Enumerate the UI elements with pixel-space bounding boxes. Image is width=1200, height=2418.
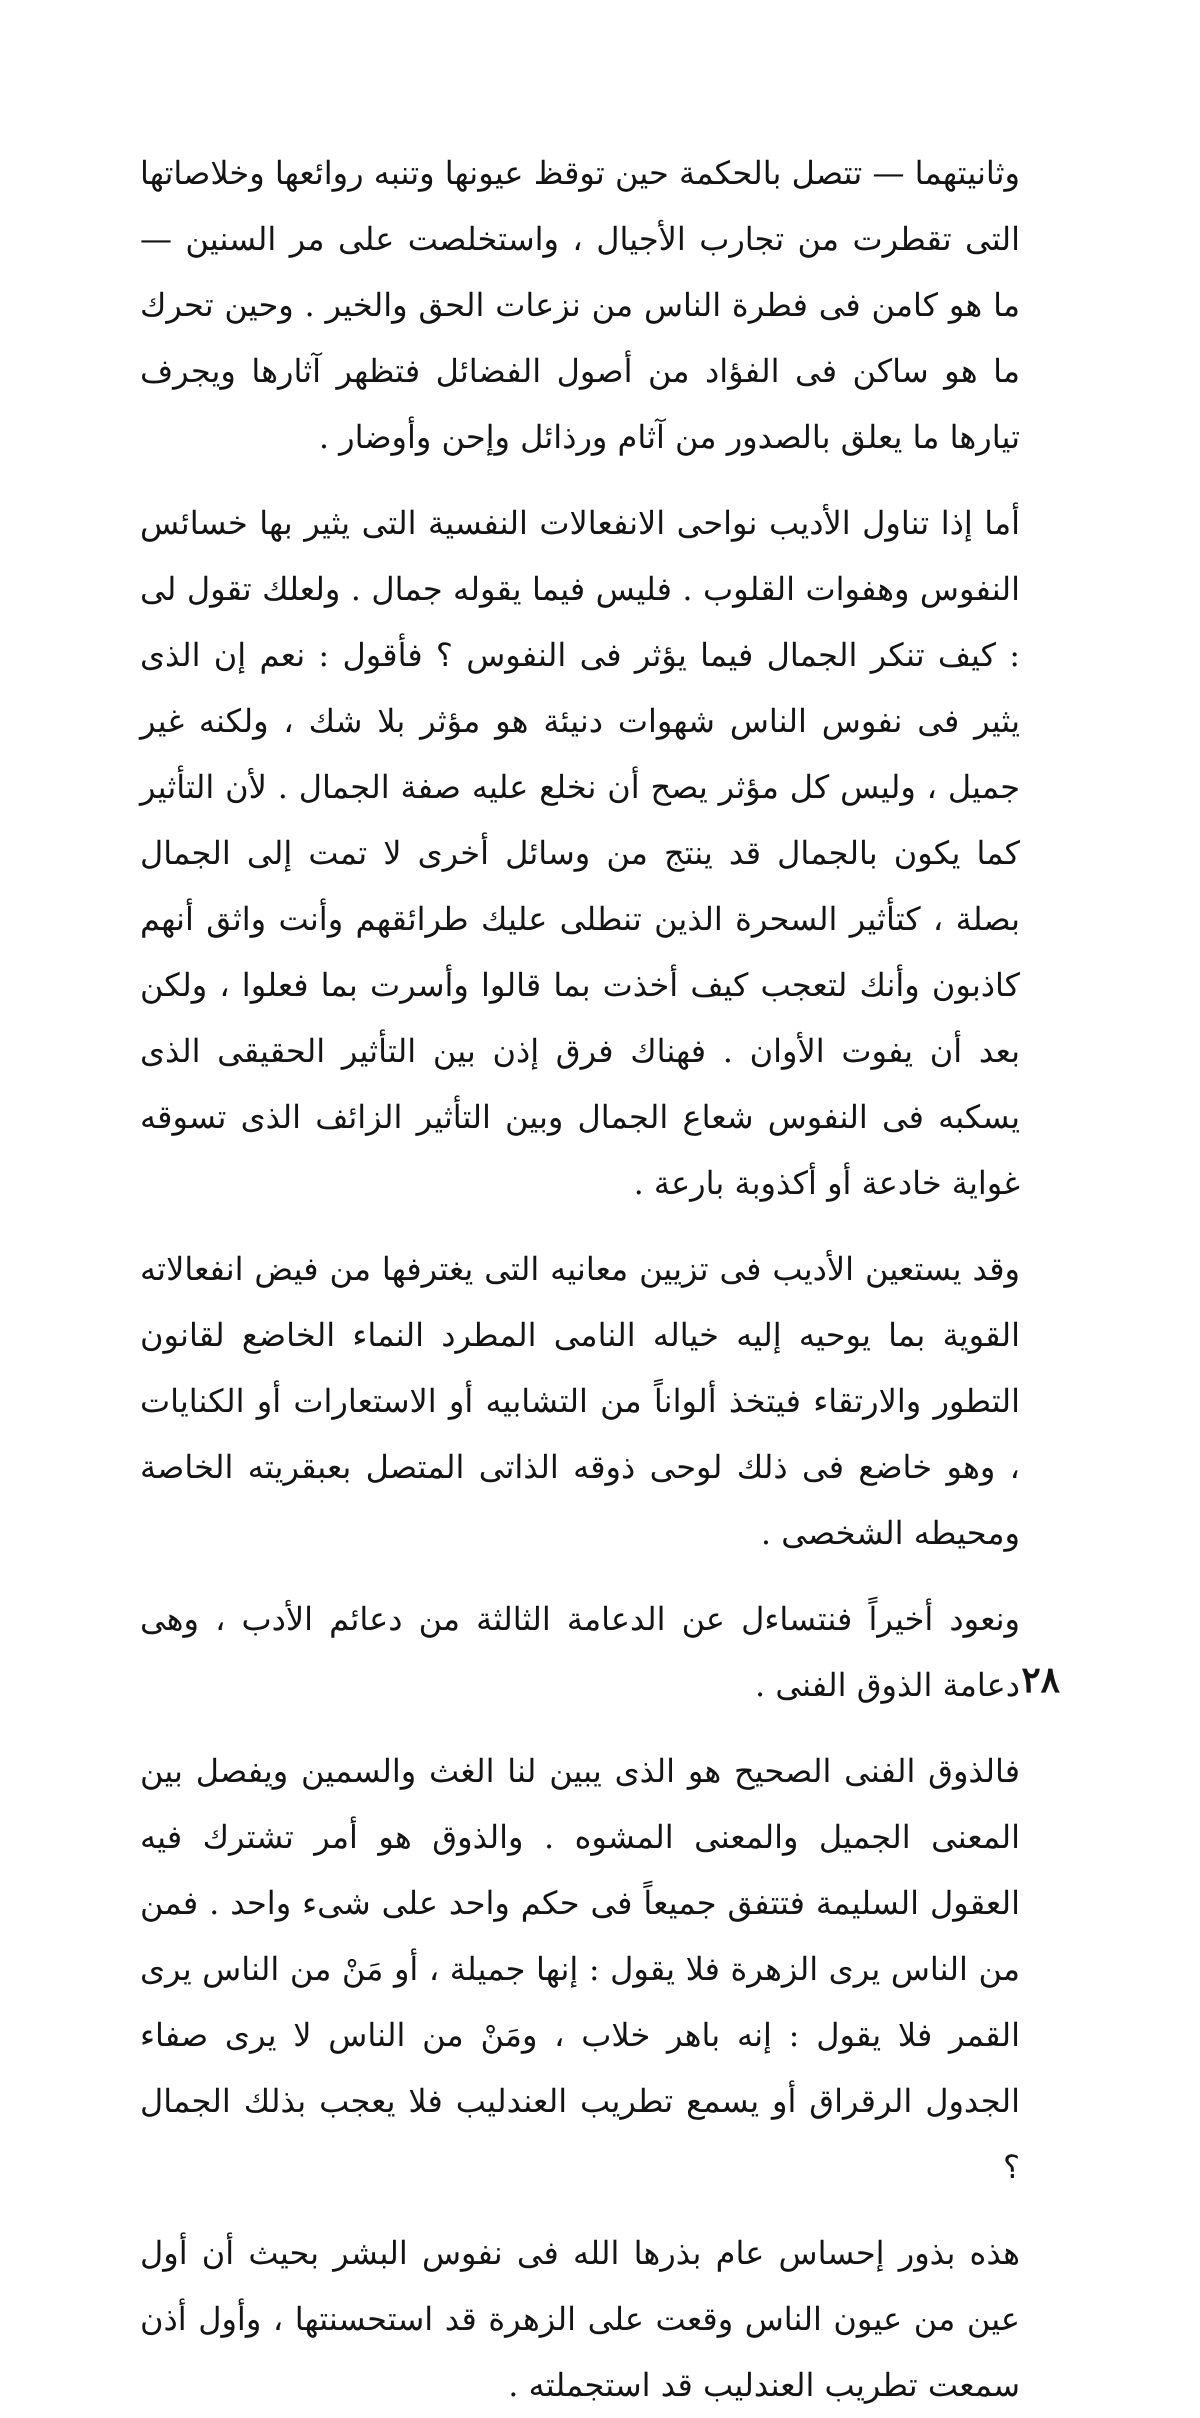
paragraph-2: أما إذا تناول الأديب نواحى الانفعالات النفسية التى يثير بها خسائس النفوس وهفوات القلوب . فليس فيما يقوله جمال . ولعلك تقول لى : كيف تنكر الجمال فيما يؤثر فى النفوس ؟ فأقول : نعم إن الذى يثير فى نفوس الناس شهوات دنيئة هو مؤثر بلا شك ، ولكنه غير جميل ، وليس كل مؤثر يصح أن نخلع عليه صفة الجمال . لأن التأثير كما يكون بالجمال قد ينتج من وسائل أخرى لا تمت إلى الجمال بصلة ، كتأثير السحرة الذين تنطلى عليك طرائقهم وأنت واثق أنهم كاذبون وأنك لتعجب كيف أخذت بما قالوا وأسرت بما فعلوا ، ولكن بعد أن يفوت الأوان . فهناك فرق إذن بين التأثير الحقيقى الذى يسكبه فى النفوس شعاع الجمال وبين التأثير الزائف الذى تسوقه غواية خادعة أو أكذوبة بارعة .	[140, 504, 1021, 1202]
paragraph-5: فالذوق الفنى الصحيح هو الذى يبين لنا الغث والسمين ويفصل بين المعنى الجميل والمعنى المشوه . والذوق هو أمر تشترك فيه العقول السليمة فتتفق جميعاً فى حكم واحد على شىء واحد . فمن من الناس يرى الزهرة فلا يقول : إنها جميلة ، أو مَنْ من الناس يرى القمر فلا يقول : إنه باهر خلاب ، ومَنْ من الناس لا يرى صفاء الجدول الرقراق أو يسمع تطريب العندليب فلا يعجب بذلك الجمال ؟	[140, 1752, 1020, 2186]
paragraph-3: وقد يستعين الأديب فى تزيين معانيه التى يغترفها من فيض انفعالاته القوية بما يوحيه إليه خياله النامى المطرد النماء الخاضع لقانون التطور والارتقاء فيتخذ ألواناً من التشابيه أو الاستعارات أو الكنايات ، وهو خاضع فى ذلك لوحى ذوقه الذاتى المتصل بعبقريته الخاصة ومحيطه الشخصى .	[140, 1250, 1021, 1552]
paragraph-1: وثانيتهما — تتصل بالحكمة حين توقظ عيونها وتنبه روائعها وخلاصاتها التى تقطرت من تجارب الأجيال ، واستخلصت على مر السنين — ما هو كامن فى فطرة الناس من نزعات الحق والخير . وحين تحرك ما هو ساكن فى الفؤاد من أصول الفضائل فتظهر آثارها ويجرف تيارها ما يعلق بالصدور من آثام ورذائل وإحن وأوضار .	[140, 154, 1020, 456]
paragraph-6: هذه بذور إحساس عام بذرها الله فى نفوس البشر بحيث أن أول عين من عيون الناس وقعت على الزهرة قد استحسنتها ، وأول أذن سمعت تطريب العندليب قد استجملته .	[140, 2234, 1021, 2404]
paragraph-4: ونعود أخيراً فنتساءل عن الدعامة الثالثة من دعائم الأدب ، وهى دعامة الذوق الفنى .	[140, 1600, 1021, 1704]
book-page	[140, 140, 1021, 2404]
page-number: ٢٨	[1021, 1659, 1060, 1701]
